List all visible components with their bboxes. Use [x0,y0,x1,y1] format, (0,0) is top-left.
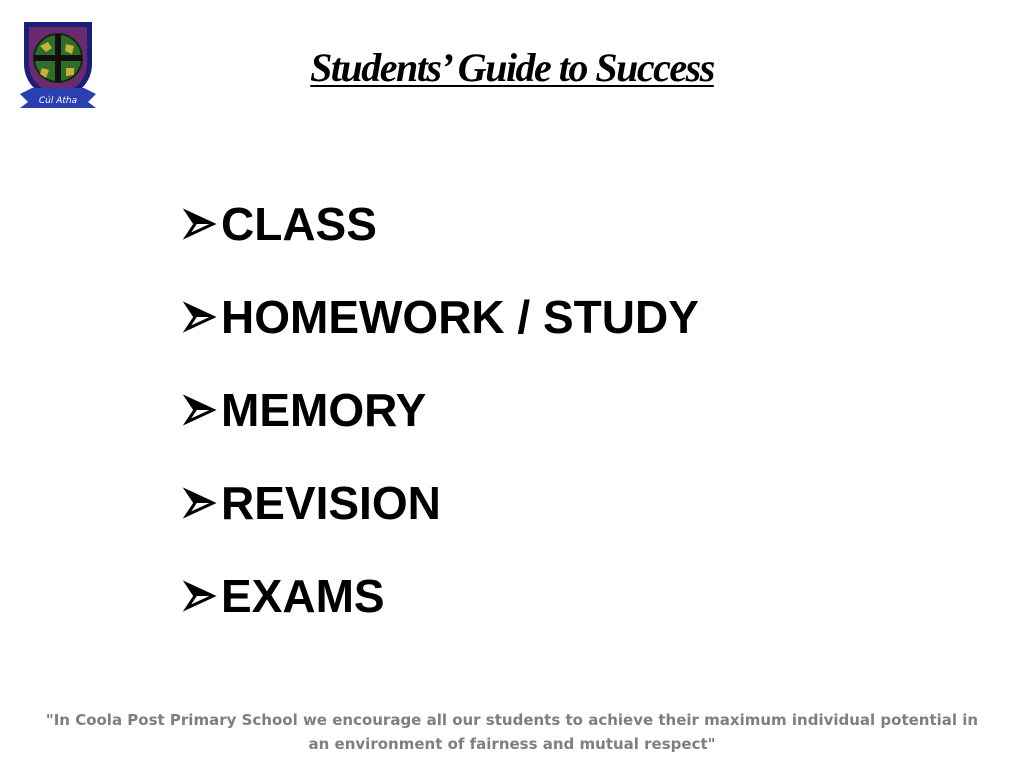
bullet-list [183,188,699,642]
bullet-label: CLASS [221,197,377,250]
bullet-label: REVISION [221,476,441,529]
list-item [183,270,699,363]
slide-title: Students’ Guide to Success [310,45,714,90]
bullet-label: MEMORY [221,383,427,436]
slide-title-wrapper [0,44,1024,92]
arrow-bullet-icon [183,483,217,523]
list-item [183,549,699,642]
list-item [183,177,699,270]
list-item [183,363,699,456]
bullet-label: HOMEWORK / STUDY [221,290,699,343]
crest-motto: Cúl Atha [38,96,78,106]
arrow-bullet-icon [183,204,217,244]
arrow-bullet-icon [183,297,217,337]
arrow-bullet-icon [183,390,217,430]
arrow-bullet-icon [183,576,217,616]
bullet-label: EXAMS [221,569,385,622]
list-item [183,456,699,549]
school-mission-statement: "In Coola Post Primary School we encourage all our students to achieve their maximum individual potential in an environment of fairness and mutual respect" [45,711,979,753]
